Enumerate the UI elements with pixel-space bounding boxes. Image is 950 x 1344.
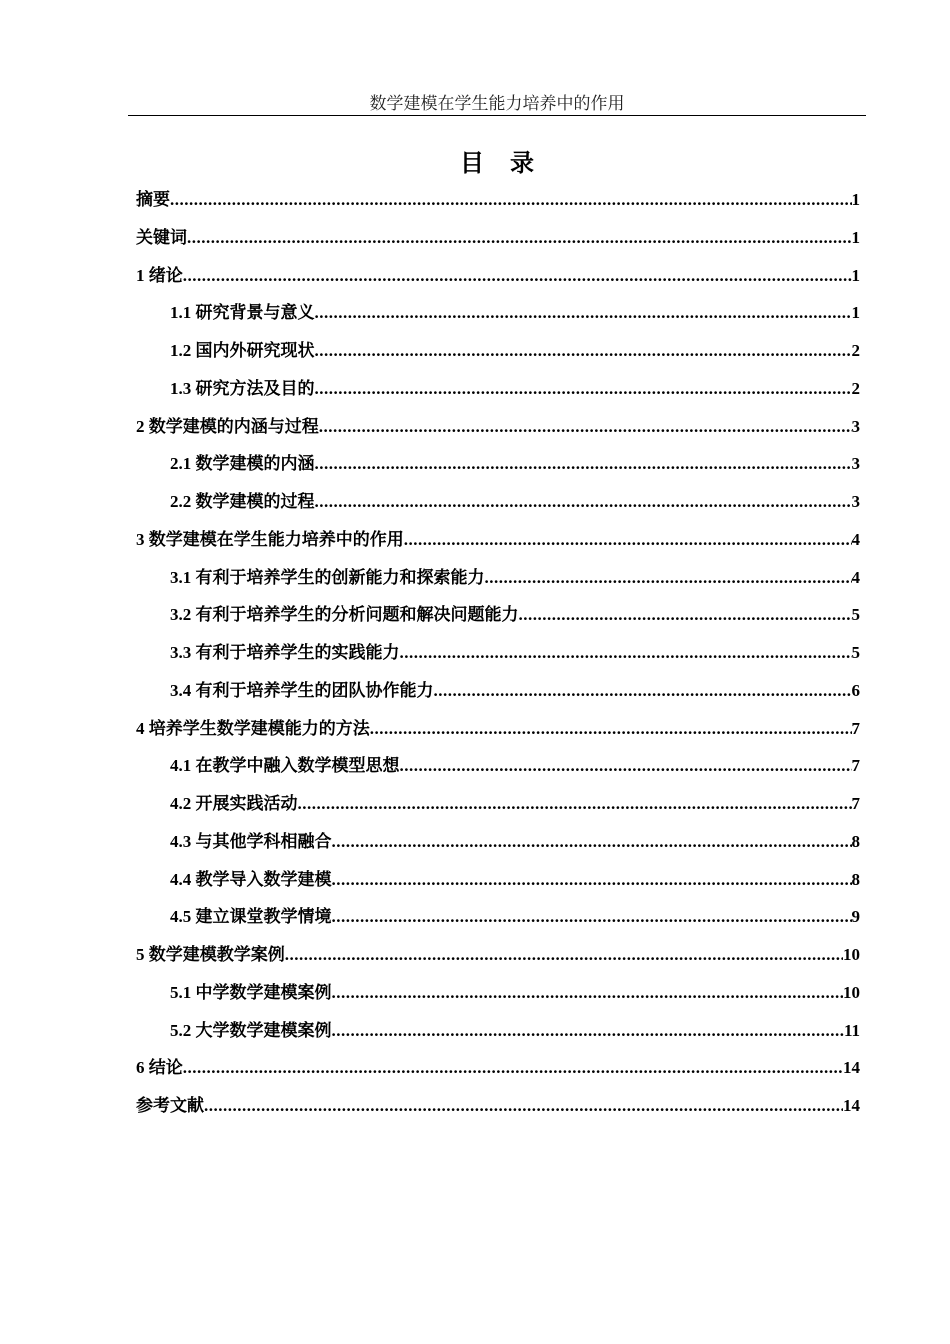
toc-entry-label: 3.3 有利于培养学生的实践能力 xyxy=(170,643,400,662)
toc-entry[interactable] xyxy=(136,677,860,715)
toc-entry-label: 5.2 大学数学建模案例 xyxy=(170,1020,332,1040)
header-rule xyxy=(128,115,866,116)
toc-leader-dots xyxy=(204,1092,843,1120)
toc-leader-dots xyxy=(315,375,852,403)
toc-entry-page: 10 xyxy=(843,945,860,964)
toc-entry-label: 2 数学建模的内涵与过程 xyxy=(136,416,319,436)
toc-entry-label: 1.1 研究背景与意义 xyxy=(170,303,315,323)
toc-leader-dots xyxy=(404,526,852,554)
toc-entry-label: 3.1 有利于培养学生的创新能力和探索能力 xyxy=(170,567,485,587)
running-header: 数学建模在学生能力培养中的作用 xyxy=(369,94,625,113)
toc-entry[interactable] xyxy=(136,790,860,828)
toc-leader-dots xyxy=(519,601,852,629)
toc-leader-dots xyxy=(315,337,852,365)
toc-entry[interactable] xyxy=(136,564,860,602)
toc-leader-dots xyxy=(183,262,852,290)
toc-entry[interactable] xyxy=(136,186,860,224)
toc-entry[interactable] xyxy=(136,979,860,1017)
toc-entry-label: 4.5 建立课堂教学情境 xyxy=(170,907,332,927)
toc-entry-label: 6 结论 xyxy=(136,1058,183,1078)
toc-entry[interactable] xyxy=(136,828,860,866)
toc-entry-page: 2 xyxy=(851,341,860,360)
toc-entry-page: 5 xyxy=(851,605,860,625)
toc-entry-page: 14 xyxy=(843,1096,860,1115)
toc-entry[interactable] xyxy=(136,337,860,375)
toc-entry[interactable] xyxy=(136,1092,860,1130)
toc-entry-label: 3.4 有利于培养学生的团队协作能力 xyxy=(170,680,434,700)
toc-entry-label: 3.2 有利于培养学生的分析问题和解决问题能力 xyxy=(170,605,519,625)
toc-entry[interactable] xyxy=(136,903,860,941)
toc-leader-dots xyxy=(298,790,852,818)
toc-entry-page: 9 xyxy=(851,907,860,927)
toc-list xyxy=(136,186,860,1130)
toc-entry-page: 6 xyxy=(851,680,860,700)
toc-entry-label: 1 绪论 xyxy=(136,265,183,285)
toc-entry-label: 3 数学建模在学生能力培养中的作用 xyxy=(136,529,404,549)
toc-leader-dots xyxy=(170,186,852,214)
toc-leader-dots xyxy=(485,564,852,592)
toc-entry-page: 5 xyxy=(851,643,860,662)
toc-entry-page: 1 xyxy=(851,265,860,285)
toc-entry-page: 7 xyxy=(851,794,860,813)
toc-entry-label: 关键词 xyxy=(136,227,187,247)
toc-entry-label: 4.2 开展实践活动 xyxy=(170,794,298,813)
toc-leader-dots xyxy=(400,639,852,667)
toc-entry[interactable] xyxy=(136,262,860,300)
toc-entry-page: 8 xyxy=(851,831,860,851)
toc-entry-label: 5.1 中学数学建模案例 xyxy=(170,982,332,1002)
toc-entry[interactable] xyxy=(136,715,860,753)
toc-entry[interactable] xyxy=(136,639,860,677)
toc-entry-label: 参考文献 xyxy=(136,1096,204,1115)
toc-leader-dots xyxy=(315,450,852,478)
toc-entry-page: 11 xyxy=(843,1020,860,1040)
toc-entry-page: 1 xyxy=(851,190,860,209)
toc-entry[interactable] xyxy=(136,526,860,564)
toc-leader-dots xyxy=(332,903,852,931)
toc-leader-dots xyxy=(332,1017,844,1045)
toc-entry[interactable] xyxy=(136,601,860,639)
toc-entry[interactable] xyxy=(136,488,860,526)
toc-leader-dots xyxy=(319,413,852,441)
toc-leader-dots xyxy=(285,941,843,969)
toc-leader-dots xyxy=(187,224,852,252)
toc-entry-page: 3 xyxy=(851,492,860,511)
toc-entry-label: 4.4 教学导入数学建模 xyxy=(170,869,332,889)
toc-entry-page: 1 xyxy=(851,303,860,323)
toc-entry[interactable] xyxy=(136,299,860,337)
toc-entry[interactable] xyxy=(136,1054,860,1092)
toc-title: 目录 xyxy=(460,151,560,177)
toc-leader-dots xyxy=(434,677,852,705)
toc-entry[interactable] xyxy=(136,450,860,488)
toc-entry-label: 2.2 数学建模的过程 xyxy=(170,492,315,511)
toc-entry[interactable] xyxy=(136,866,860,904)
toc-entry-page: 4 xyxy=(851,529,860,549)
toc-leader-dots xyxy=(400,752,852,780)
toc-entry-label: 1.3 研究方法及目的 xyxy=(170,378,315,398)
toc-leader-dots xyxy=(183,1054,843,1082)
toc-entry-page: 8 xyxy=(851,869,860,889)
toc-entry[interactable] xyxy=(136,224,860,262)
toc-entry-label: 4.1 在教学中融入数学模型思想 xyxy=(170,756,400,776)
toc-entry-page: 3 xyxy=(851,416,860,436)
toc-leader-dots xyxy=(315,488,852,516)
toc-entry[interactable] xyxy=(136,1017,860,1055)
toc-entry[interactable] xyxy=(136,941,860,979)
toc-entry-page: 10 xyxy=(843,982,860,1002)
toc-entry-label: 1.2 国内外研究现状 xyxy=(170,341,315,360)
toc-entry-page: 1 xyxy=(851,227,860,247)
toc-entry-page: 3 xyxy=(851,454,860,474)
toc-entry-page: 4 xyxy=(851,567,860,587)
toc-leader-dots xyxy=(332,866,852,894)
toc-entry[interactable] xyxy=(136,413,860,451)
toc-entry-label: 4.3 与其他学科相融合 xyxy=(170,831,332,851)
toc-entry-label: 2.1 数学建模的内涵 xyxy=(170,454,315,474)
toc-entry[interactable] xyxy=(136,752,860,790)
toc-entry-page: 2 xyxy=(851,378,860,398)
toc-leader-dots xyxy=(370,715,852,743)
toc-leader-dots xyxy=(332,979,844,1007)
toc-entry-label: 摘要 xyxy=(136,190,170,209)
toc-leader-dots xyxy=(315,299,852,327)
toc-leader-dots xyxy=(332,828,852,856)
toc-entry-label: 5 数学建模教学案例 xyxy=(136,945,285,964)
toc-entry-page: 14 xyxy=(843,1058,860,1078)
toc-entry[interactable] xyxy=(136,375,860,413)
toc-entry-page: 7 xyxy=(851,756,860,776)
toc-entry-page: 7 xyxy=(851,718,860,738)
toc-entry-label: 4 培养学生数学建模能力的方法 xyxy=(136,718,370,738)
